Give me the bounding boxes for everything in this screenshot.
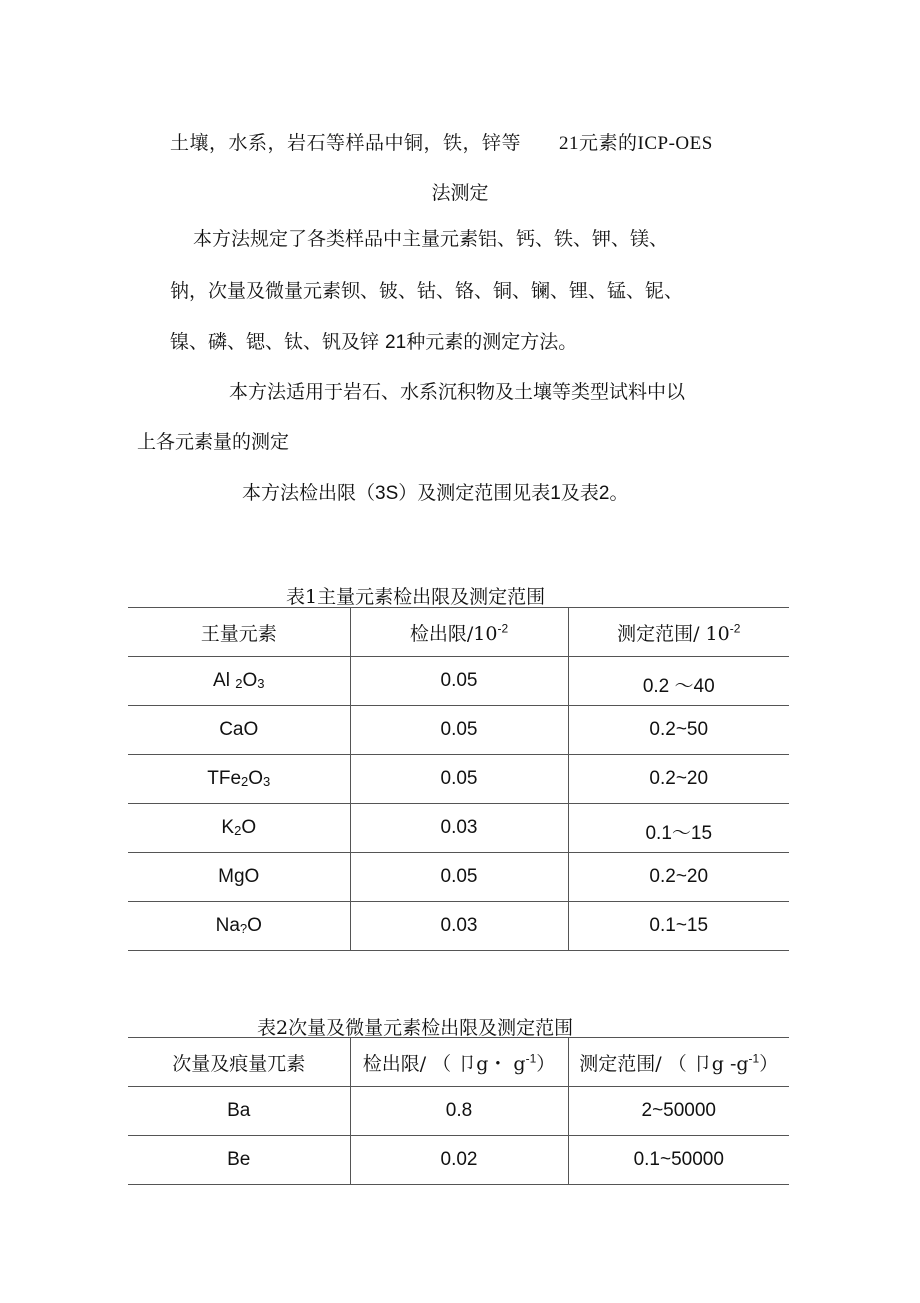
el-sub1: 2: [241, 774, 249, 789]
range-cell: 0.2~50: [568, 706, 789, 755]
range-cell: 0.2~20: [568, 853, 789, 902]
table2-trace-elements: [128, 1037, 789, 1185]
limit-cell: 0.8: [350, 1087, 568, 1136]
table2-header-range: [568, 1038, 789, 1087]
range-cell: 0.1~15: [568, 902, 789, 951]
p3-table2-ref: 2: [598, 483, 610, 504]
el-sub1: 2: [234, 823, 242, 838]
range-cell: 2~50000: [568, 1087, 789, 1136]
document-title-line1: [170, 128, 713, 155]
limit-cell: 0.03: [350, 804, 568, 853]
limit-cell: 0.05: [350, 755, 568, 804]
title-method: 21元素的ICP-OES: [559, 133, 713, 154]
header-limit-close: ）: [536, 1052, 556, 1075]
el-sub2: 3: [257, 676, 265, 691]
el-sub1: 2: [235, 676, 243, 691]
table-row: [128, 853, 789, 902]
header-limit-exp: -2: [497, 621, 509, 636]
el-b: O: [242, 670, 258, 691]
paragraph1-line1: 本方法规定了各类样品中主量元素铝、钙、铁、钾、镁、: [193, 228, 669, 250]
document-title-line2: 法测定: [431, 182, 489, 204]
element-cell: [128, 902, 350, 951]
header-range-exp: -1: [748, 1051, 760, 1066]
table2-header-limit: [350, 1038, 568, 1087]
el-a: Na: [215, 915, 240, 936]
p3-text-c: ）及测定范围见表: [398, 482, 551, 504]
limit-cell: 0.05: [350, 706, 568, 755]
el-b: O: [241, 817, 257, 838]
element-cell: Ba: [128, 1087, 350, 1136]
table-row: [128, 902, 789, 951]
limit-cell: 0.03: [350, 902, 568, 951]
table1-header-row: [128, 608, 789, 657]
header-limit-text: 检出限/ （ 卩g・ g: [362, 1052, 526, 1075]
range-cell: 0.1～15: [568, 804, 789, 853]
table2-caption: 表2次量及微量元素检出限及测定范围: [257, 1017, 574, 1039]
header-limit-text: 检出限/10: [409, 622, 498, 645]
element-cell: [128, 804, 350, 853]
table-row: [128, 755, 789, 804]
limit-cell: 0.05: [350, 657, 568, 706]
el-b: O: [248, 768, 264, 789]
range-cell: 0.2~20: [568, 755, 789, 804]
range-cell: 0.2 ～40: [568, 657, 789, 706]
table-row: [128, 804, 789, 853]
el-sub1: ?: [239, 921, 248, 936]
table2-header-row: [128, 1038, 789, 1087]
p1-text-a: 镍、磷、锶、钛、钒及锌: [170, 331, 386, 353]
element-cell: Be: [128, 1136, 350, 1185]
table1-header-range: [568, 608, 789, 657]
element-cell: [128, 755, 350, 804]
element-cell: [128, 657, 350, 706]
title-text: 土壤，水系，岩石等样品中铜，铁，锌等: [170, 132, 522, 154]
p3-text-a: 本方法检出限（: [242, 482, 376, 504]
table1-header-limit: [350, 608, 568, 657]
header-limit-exp: -1: [525, 1051, 537, 1066]
el-a: Al: [213, 670, 236, 691]
el-b: O: [247, 915, 262, 936]
el-a: TFe: [207, 768, 242, 789]
p3-period: 。: [609, 482, 629, 504]
element-cell: CaO: [128, 706, 350, 755]
paragraph2-line2: 上各元素量的测定: [137, 431, 290, 453]
paragraph1-line2: 钠，次量及微量元素钡、铍、钴、铬、铜、镧、锂、锰、铌、: [170, 280, 684, 302]
table1-major-elements: [128, 607, 789, 951]
header-range-text: 测定范围/ 10: [617, 622, 730, 645]
table2-header-element: 次量及痕量兀素: [128, 1038, 350, 1087]
header-range-exp: -2: [729, 621, 741, 636]
table-row: [128, 657, 789, 706]
p3-table1-ref: 1: [550, 483, 561, 504]
limit-cell: 0.02: [350, 1136, 568, 1185]
table-row: [128, 706, 789, 755]
p1-number: 21: [385, 332, 407, 353]
p1-text-c: 种元素的测定方法。: [406, 331, 578, 353]
header-range-text: 测定范围/ （ 卩g -g: [579, 1052, 749, 1075]
range-cell: 0.1~50000: [568, 1136, 789, 1185]
table-row: [128, 1087, 789, 1136]
element-cell: MgO: [128, 853, 350, 902]
el-sub2: 3: [263, 774, 271, 789]
table-row: [128, 1136, 789, 1185]
limit-cell: 0.05: [350, 853, 568, 902]
el-a: K: [221, 817, 235, 838]
paragraph1-line3: [170, 333, 577, 352]
header-range-close: ）: [759, 1052, 779, 1075]
table1-caption: 表1主量元素检出限及测定范围: [286, 586, 546, 608]
paragraph2-line1: 本方法适用于岩石、水系沉积物及土壤等类型试料中以: [229, 381, 686, 403]
p3-3s: 3S: [375, 483, 399, 504]
p3-text-e: 及表: [560, 482, 599, 504]
table1-header-element: 王量元素: [128, 608, 350, 657]
paragraph3: [242, 484, 628, 503]
